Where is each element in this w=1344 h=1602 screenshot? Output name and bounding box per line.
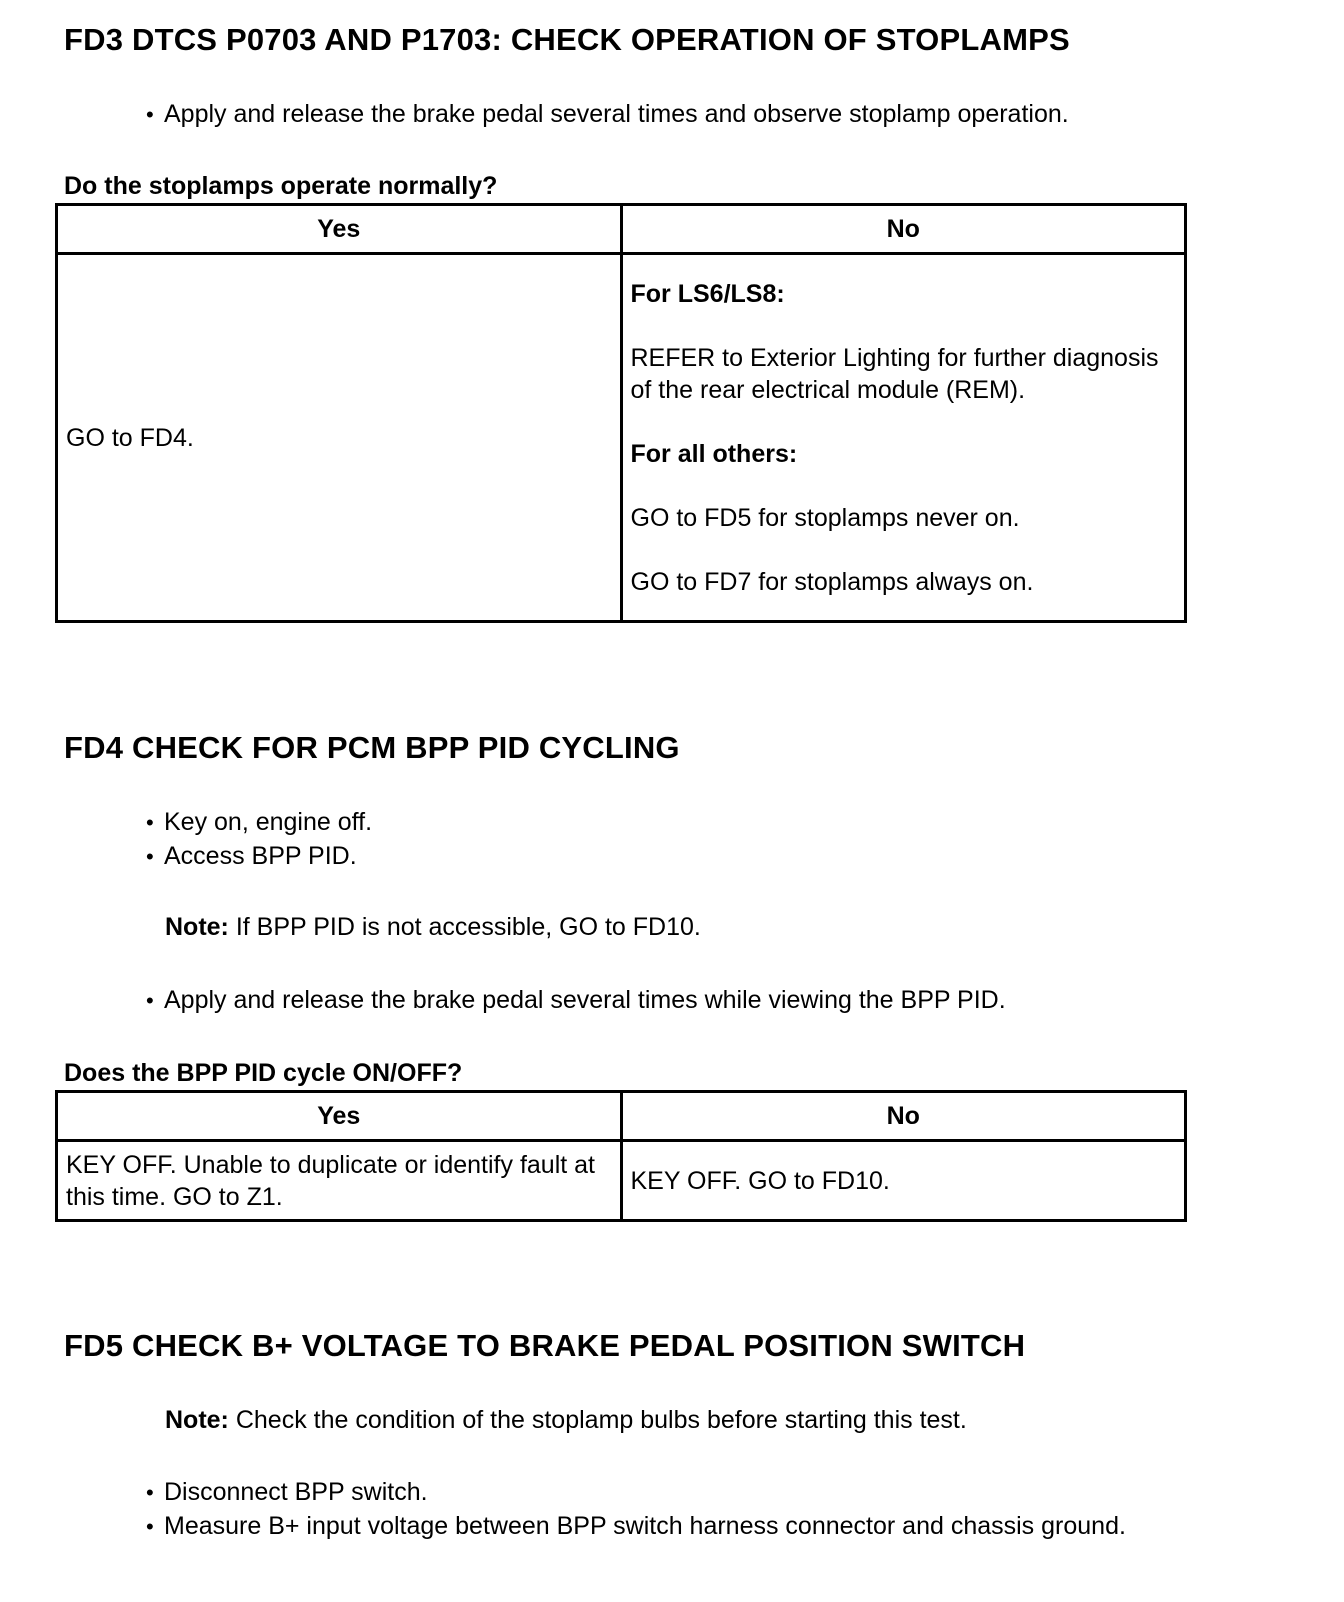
yes-header: Yes [57,205,622,254]
fd5-step-1: • Disconnect BPP switch. [146,1478,428,1506]
fd4-step-2: • Access BPP PID. [146,842,357,870]
ls-label: For LS6/LS8: [630,279,785,308]
yes-header: Yes [57,1092,622,1141]
fd4-note: Note: If BPP PID is not accessible, GO to FD10. [165,913,701,941]
no-cell [621,254,1186,622]
fd3-heading: FD3 DTCS P0703 AND P1703: CHECK OPERATION OF STOPLAMPS [64,22,1070,57]
bullet-icon: • [146,1480,154,1505]
bullet-icon: • [146,1514,154,1539]
yes-cell: KEY OFF. Unable to duplicate or identify fault at this time. GO to Z1. [57,1141,622,1221]
fd4-heading: FD4 CHECK FOR PCM BPP PID CYCLING [64,730,680,765]
fd3-question: Do the stoplamps operate normally? [64,172,498,200]
bullet-icon: • [146,810,154,835]
always-on-instruction: GO to FD7 for stoplamps always on. [630,567,1034,596]
fd4-question: Does the BPP PID cycle ON/OFF? [64,1059,463,1087]
fd4-step-1: • Key on, engine off. [146,808,373,836]
fd5-step-2: • Measure B+ input voltage between BPP switch harness connector and chassis ground. [146,1512,1126,1540]
bullet-icon: • [146,844,154,869]
no-cell: KEY OFF. GO to FD10. [621,1141,1186,1221]
no-header: No [621,1092,1186,1141]
fd5-note: Note: Check the condition of the stoplamp bulbs before starting this test. [165,1406,967,1434]
others-label: For all others: [630,439,798,468]
never-on-instruction: GO to FD5 for stoplamps never on. [630,503,1020,532]
bullet-icon: • [146,988,154,1013]
no-header: No [621,205,1186,254]
ls-instruction: REFER to Exterior Lighting for further diagnosis of the rear electrical module (REM). [630,343,1159,404]
yes-cell: GO to FD4. [57,254,622,622]
bullet-icon: • [146,102,154,127]
fd4-decision-table [55,1090,1187,1222]
fd3-decision-table [55,203,1187,623]
fd3-step-1: • Apply and release the brake pedal several times and observe stoplamp operation. [146,100,1069,128]
fd4-step-3: • Apply and release the brake pedal several times while viewing the BPP PID. [146,986,1006,1014]
fd5-heading: FD5 CHECK B+ VOLTAGE TO BRAKE PEDAL POSITION SWITCH [64,1328,1026,1363]
